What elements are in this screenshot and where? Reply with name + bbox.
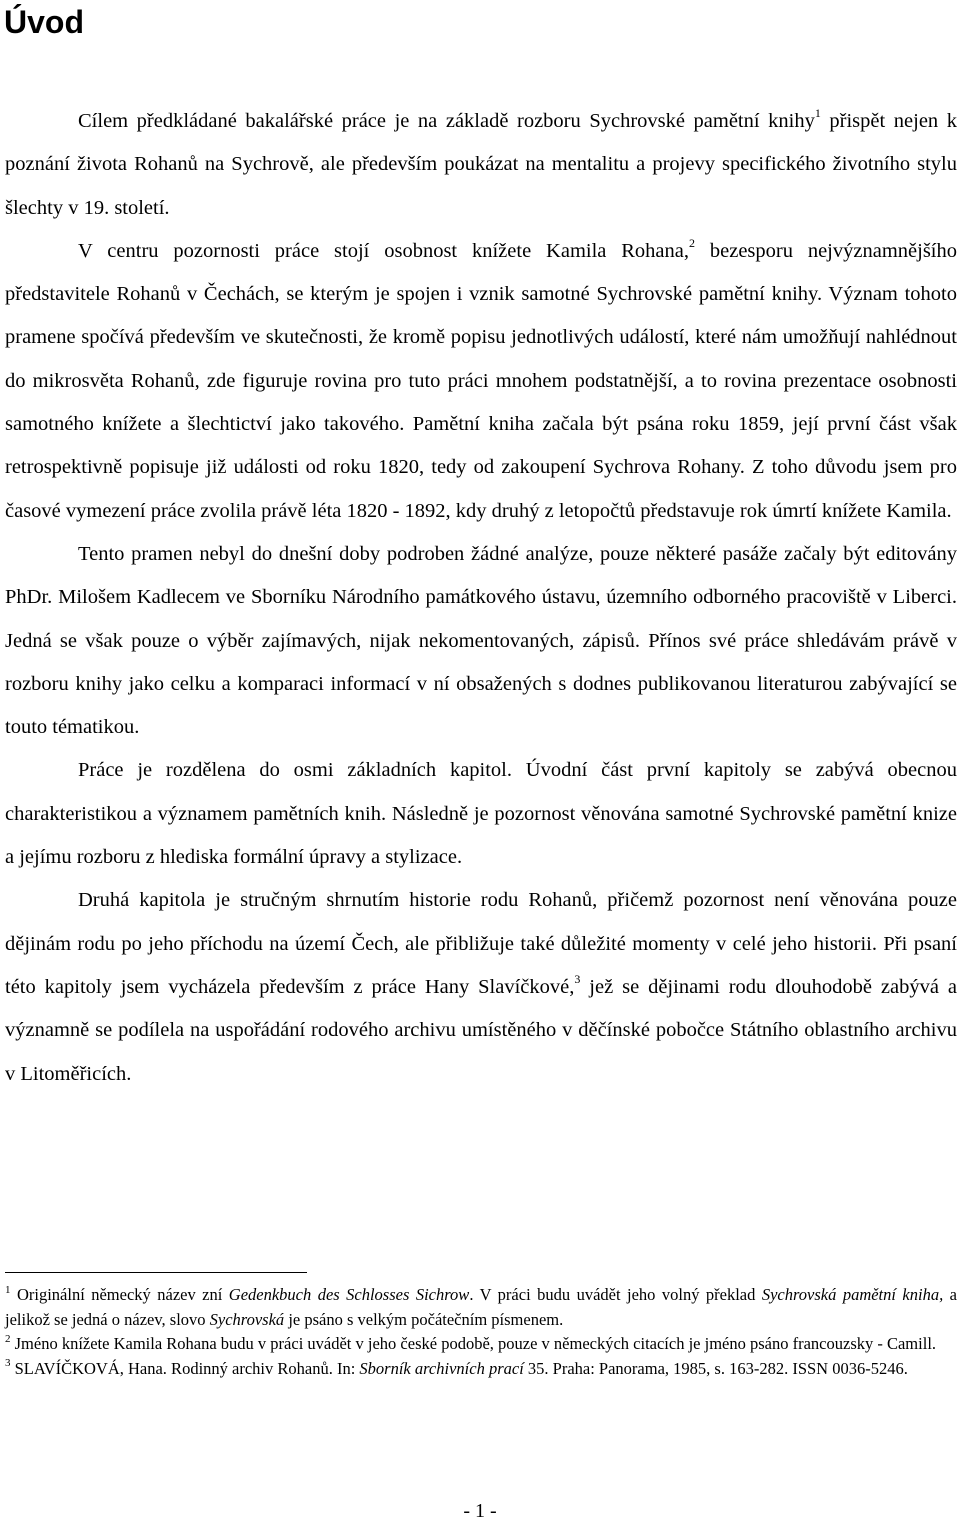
footnote-1-text-e: a jelikož se jedná o název, slovo [5,1285,957,1329]
paragraph-2-text-c: Význam tohoto pramene spočívá především ve skutečnosti, že kromě popisu jednotlivých událostí, které nám umožňují nahlédnout do mikrosvěta Rohanů, zde figuruje rovina pro tuto práci mnohem podstatnější, a to rovina prezentace osobnosti samotného knížete a šlechtictví jako takového. Pamětní kniha začala být psána roku 1859, její první část však retrospektivně popisuje již události od roku 1820, tedy od zakoupení Sychrova Rohany. Z toho důvodu jsem pro časové vymezení práce zvolila právě léta 1820 - 1892, kdy druhý z letopočtů představuje rok úmrtí knížete Kamila. [5,283,957,522]
footnote-1-original-title: Gedenkbuch des Schlosses Sichrow [228,1285,470,1304]
footnote-3-number: 3 [5,1357,11,1369]
footnote-3-text-a: SLAVÍČKOVÁ, Hana. Rodinný archiv Rohanů. In: [10,1358,360,1378]
footnote-2-number: 2 [5,1332,11,1345]
footnote-3-text-c: 35. Praha: Panorama, 1985, s. 163-282. ISSN 0036-5246. [523,1358,908,1378]
paragraph-1-text-b: přispět nejen k poznání života Rohanů na Sychrově, ale především poukázat na mentalitu a projevy specifického životního stylu šlechty v 19. století. [5,110,957,219]
footnote-ref-3[interactable]: 3 [574,972,581,987]
paragraph-2 [5,230,957,533]
footnote-1-number: 1 [5,1283,11,1296]
page-title: Úvod [4,4,84,40]
footnote-1-translated-title: Sychrovská pamětní kniha, [761,1285,944,1304]
footnote-1-text-c: . V práci budu uvádět jeho volný překlad [469,1285,762,1304]
paragraph-5-text-a: Druhá kapitola je stručným shrnutím historie rodu Rohanů, přičemž pozornost není věnována pouze dějinám rodu po jeho příchodu na území Čech, ale přibližuje také důležité momenty v celé jeho historii. Při psaní této kapitoly jsem vycházela především z práce Hany Slavíčkové, [5,889,957,998]
footnote-ref-1[interactable]: 1 [814,106,821,121]
paragraph-1-text-a: Cílem předkládané bakalářské práce je na základě rozboru Sychrovské pamětní knihy [78,110,815,132]
footnote-2 [5,1332,957,1357]
footnote-separator [5,1272,307,1273]
footnote-2-text: Jméno knížete Kamila Rohana budu v práci uvádět v jeho české podobě, pouze v německých citacích je jméno psáno francouzsky - Camill. [10,1334,937,1353]
footnotes [5,1283,957,1381]
footnote-3-source-title: Sborník archivních prací [359,1358,524,1378]
paragraph-2-text-a: V centru pozornosti práce stojí osobnost knížete Kamila Rohana, [78,239,689,262]
footnote-1-text-g: je psáno s velkým počátečním písmenem. [284,1309,564,1329]
footnote-1 [5,1283,957,1332]
paragraph-5 [5,879,957,1095]
footnote-1-word: Sychrovská [209,1309,285,1329]
paragraph-3: Tento pramen nebyl do dnešní doby podroben žádné analýze, pouze některé pasáže začaly být editovány PhDr. Milošem Kadlecem ve Sborníku Národního památkového ústavu, územního odborného pracoviště v Liberci. Jedná se však pouze o výběr zajímavých, nijak nekomentovaných, zápisů. Přínos své práce shledávám právě v rozboru knihy jako celku a komparaci informací v ní obsažených s dodnes publikovanou literaturou zabývající se touto tématikou. [5,542,957,739]
paragraph-5-text-b: jež se dějinami rodu dlouhodobě zabývá a významně se podílela na uspořádání rodového archivu umístěného v děčínské pobočce Státního oblastního archivu v Litoměřicích. [5,975,957,1085]
paragraph-4: Práce je rozdělena do osmi základních kapitol. Úvodní část první kapitoly se zabývá obecnou charakteristikou a významem pamětních knih. Následně je pozornost věnována samotné Sychrovské pamětní knize a jejímu rozboru z hlediska formální úpravy a stylizace. [5,759,957,869]
footnote-ref-2[interactable]: 2 [689,236,695,251]
footnote-1-text-a: Originální německý název zní [10,1285,229,1304]
footnote-3 [5,1357,957,1382]
page-number: - 1 - [463,1500,497,1522]
paragraph-1 [5,100,957,230]
paragraph-2-text-b: bezesporu nejvýznamnějšího představitele Rohanů v Čechách, se kterým je spojen i vznik samotné Sychrovské pamětní knihy. [5,239,957,306]
main-text [5,100,957,1096]
